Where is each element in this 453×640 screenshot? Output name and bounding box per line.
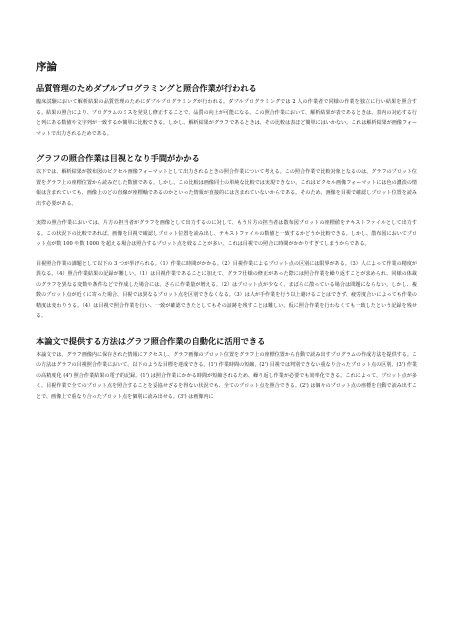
subsection-1 xyxy=(36,83,417,139)
paragraph: 以下では、解析結果が散布図のピクセル画像フォーマットとして出力されるときの照合作業について考える。この照合作業で比較対象となるのは、グラフのプロット位置をグラフ上の座標位置から読みだした数値である。しかし、この比較は画像同士の単純な比較では実現できない。これはピクセル画像フォーマットには色の濃淡の情報は含まれていても、画像上のどの直線が座標軸であるのかといった情報が直接的には含まれていないからである。そのため、画像を目視で確認しプロット位置を読み出す必要がある。 xyxy=(36,169,417,207)
subsection-3 xyxy=(36,336,417,403)
subsection-heading: グラフの照合作業は目視となり手間がかかる xyxy=(36,153,200,163)
paragraph: 目視照合作業の課題として以下の 3 つが挙げられる。（1）作業に時間がかかる。（2）目視作業によるプロット点の区別には限界がある。（3）人によって作業の精度が異なる。（4）照合作業結果の記録が難しい。（1）は目視作業であることに加えて、グラフ仕様の修正があった際には照合作業を繰り返すことが求められ、同様の体裁のグラフを異なる変数や条件などで作成した場合には、さらに作業量が増える。（2）はプロット点が少なく、まばらに散っている場合は問題にならない。しかし、複数のプロット点が近くに寄った場合、目視では異なるプロット点を区別できなくなる。（3）は人が手作業を行う以上避けることはできず、疲労度合いによっても作業の精度は変わりうる。（4）は目視で照合作業を行い、一致が確認できたとしてもその証跡を残すことは難しい。仮に照合作業を行わなくても一致したという記録を残せる。 xyxy=(36,260,417,319)
paragraph: 実際の照合作業においては、片方の担当者がグラフを画像として出力するのに対して、もう片方の担当者は散布図プロットの座標値をテキストファイルとして出力する。この状況下の比較であれば、画像を目視で確認しプロット位置を読み出し、テキストファイルの数値と一致するかどうか比較できる。しかし、散布図においてプロット点が数 100 や数 1000 を超える場合は照合するプロット点を絞ることが多い。これは目視での照合に時間がかかりすぎてしまうからである。 xyxy=(36,220,417,247)
paragraph: 本論文では、グラフ画像内に保存された情報にアクセスし、グラフ画像のプロット位置をグラフ上の座標位置から自動で読み出すプログラムの作成方法を提供する。この方法はグラフの目視照合作業において、以下のような目標を達成できる。(1') 作業時間の短縮、(2') 目視では判別できない重なり合ったプロット点の区別、(3') 作業の高精度化 (4') 照合作業結果の電子的記録。(1') は照合作業にかかる時間が短縮されるため、繰り返し作業が必要でも効率化できる。これによって、プロット点が多く、目視作業で全てのプロット点を照合することを妥協せざるを得ない状況でも、全てのプロット点を照合できる。(2') は個々のプロット点の座標を自動で読み出すことで、画像上で重なり合ったプロット点を個別に読み出せる。(3') は画像内に xyxy=(36,351,417,400)
subsection-heading: 本論文で提供する方法はグラフ照合作業の自動化に活用できる xyxy=(36,335,266,346)
paragraph: 臨床試験において解析結果の品質管理のためにダブルプログラミングが行われる。ダブルプログラミングでは 2 人の作業者で同様の作業を独立に行い結果を照合する。結果の照合により、プログラムのミスを発見し修正することで、品質の向上が可能になる。この照合作業において、解析結果が表であるときは、表内の対応する行と列にある数値や文字列が一致するか簡単に比較できる。しかし、解析結果がグラフであるときは、その比較は表ほど簡単にはいかない。これは解析結果が画像フォーマットで出力されるためである。 xyxy=(36,99,417,137)
subsection-heading: 品質管理のためダブルプログラミングと照合作業が行われる xyxy=(36,83,257,93)
section-title: 序論 xyxy=(36,61,57,73)
subsection-2 xyxy=(36,153,417,322)
paper-page xyxy=(36,60,417,402)
